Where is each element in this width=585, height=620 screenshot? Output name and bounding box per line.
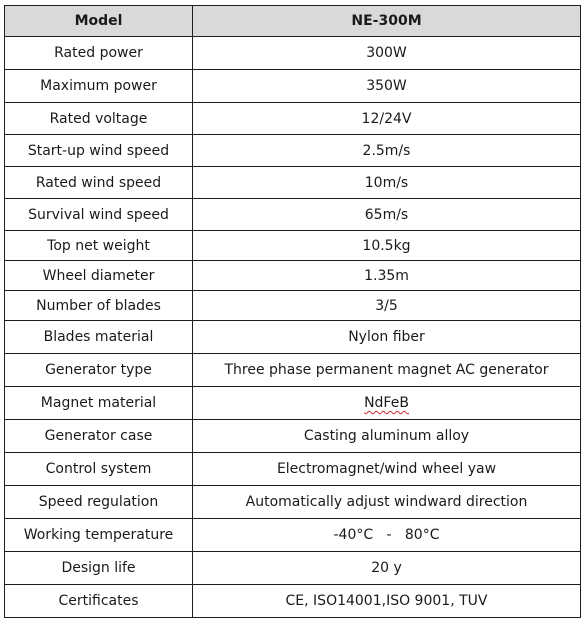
row-value: Electromagnet/wind wheel yaw — [193, 453, 581, 486]
table-row — [5, 135, 581, 167]
table-row — [5, 167, 581, 199]
row-label: Magnet material — [5, 387, 193, 420]
table-row — [5, 231, 581, 261]
header-label-cell: Model — [5, 6, 193, 37]
row-value: Nylon fiber — [193, 321, 581, 354]
row-value: 350W — [193, 70, 581, 103]
row-value: 3/5 — [193, 291, 581, 321]
table-row — [5, 321, 581, 354]
table-row — [5, 387, 581, 420]
row-value: 65m/s — [193, 199, 581, 231]
row-label: Control system — [5, 453, 193, 486]
row-label: Working temperature — [5, 519, 193, 552]
row-value: Casting aluminum alloy — [193, 420, 581, 453]
row-value: 2.5m/s — [193, 135, 581, 167]
row-value: Three phase permanent magnet AC generator — [193, 354, 581, 387]
row-label: Survival wind speed — [5, 199, 193, 231]
row-value: 10m/s — [193, 167, 581, 199]
table-row — [5, 552, 581, 585]
row-label: Wheel diameter — [5, 261, 193, 291]
table-row — [5, 103, 581, 135]
row-value: Automatically adjust windward direction — [193, 486, 581, 519]
row-label: Design life — [5, 552, 193, 585]
table-row — [5, 486, 581, 519]
row-label: Maximum power — [5, 70, 193, 103]
table-row — [5, 291, 581, 321]
row-value: 12/24V — [193, 103, 581, 135]
row-label: Blades material — [5, 321, 193, 354]
row-label: Start-up wind speed — [5, 135, 193, 167]
table-row — [5, 585, 581, 618]
table-row — [5, 354, 581, 387]
row-value — [193, 387, 581, 420]
table-header-row — [5, 6, 581, 37]
table-row — [5, 261, 581, 291]
table-row — [5, 453, 581, 486]
spec-table — [4, 5, 581, 618]
row-value: -40°C - 80°C — [193, 519, 581, 552]
table-row — [5, 199, 581, 231]
row-value: 1.35m — [193, 261, 581, 291]
row-value: 300W — [193, 37, 581, 70]
row-label: Rated power — [5, 37, 193, 70]
table-row — [5, 37, 581, 70]
magnet-material-value: NdFeB — [364, 395, 409, 411]
row-label: Number of blades — [5, 291, 193, 321]
row-label: Top net weight — [5, 231, 193, 261]
header-value-cell: NE-300M — [193, 6, 581, 37]
row-label: Generator type — [5, 354, 193, 387]
row-label: Rated wind speed — [5, 167, 193, 199]
table-row — [5, 420, 581, 453]
table-row — [5, 519, 581, 552]
row-label: Speed regulation — [5, 486, 193, 519]
row-value: CE, ISO14001,ISO 9001, TUV — [193, 585, 581, 618]
row-label: Generator case — [5, 420, 193, 453]
row-label: Rated voltage — [5, 103, 193, 135]
table-row — [5, 70, 581, 103]
row-value: 20 y — [193, 552, 581, 585]
row-value: 10.5kg — [193, 231, 581, 261]
row-label: Certificates — [5, 585, 193, 618]
